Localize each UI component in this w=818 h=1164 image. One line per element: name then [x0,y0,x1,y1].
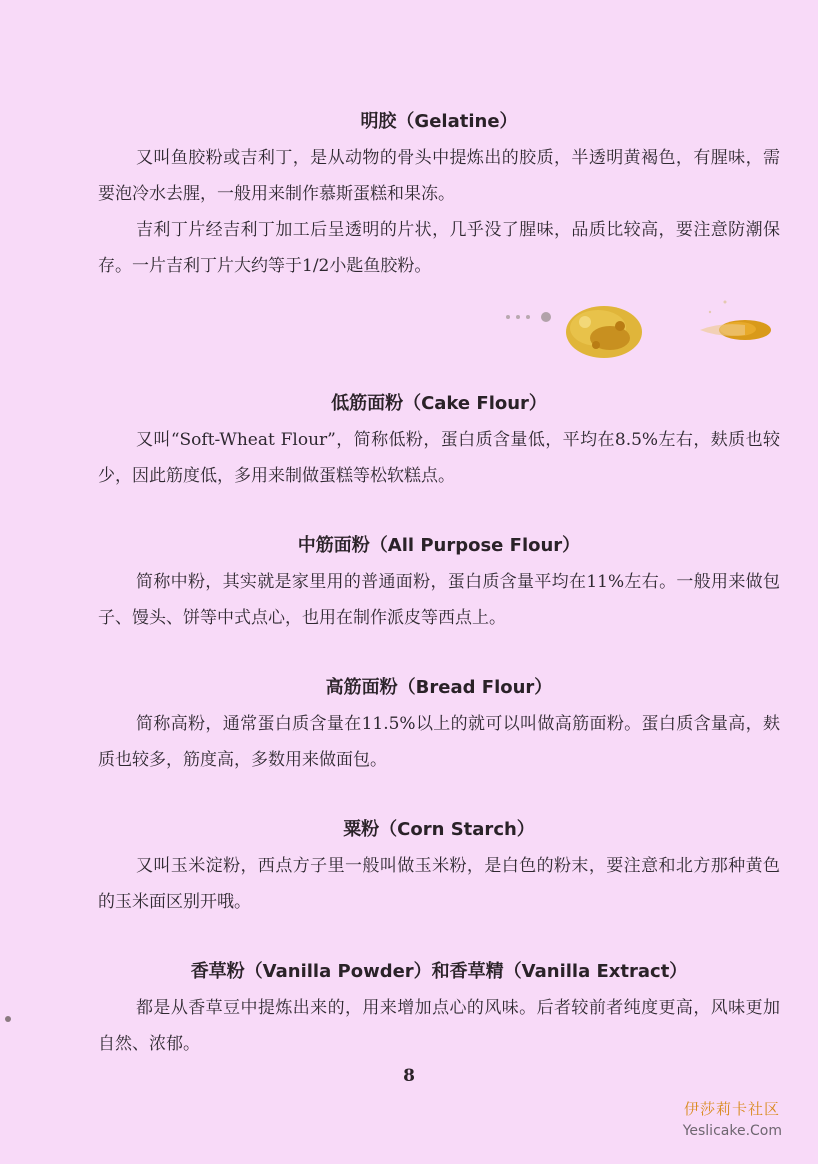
powder-splash-icon [500,290,790,370]
page-number: 8 [403,1066,415,1086]
section-all-purpose-flour [98,534,780,636]
section-heading: 香草粉（Vanilla Powder）和香草精（Vanilla Extract） [190,961,688,982]
section-paragraph: 简称高粉，通常蛋白质含量在11.5%以上的就可以叫做高筋面粉。蛋白质含量高，麸质也较多，筋度高，多数用来做面包。 [98,714,780,770]
section-heading: 高筋面粉（Bread Flour） [325,677,553,698]
scan-speck [5,1016,11,1022]
section-bread-flour [98,676,780,778]
section-heading: 粟粉（Corn Starch） [343,819,535,840]
section-paragraph: 又叫“Soft-Wheat Flour”，简称低粉，蛋白质含量低，平均在8.5%左右，麸质也较少，因此筋度低，多用来制做蛋糕等松软糕点。 [98,430,780,486]
section-paragraph: 都是从香草豆中提炼出来的，用来增加点心的风味。后者较前者纯度更高，风味更加自然、浓郁。 [98,998,780,1054]
watermark-chinese: 伊莎莉卡社区 [683,1100,780,1118]
section-corn-starch [98,818,780,920]
section-paragraph: 简称中粉，其实就是家里用的普通面粉，蛋白质含量平均在11%左右。一般用来做包子、馒头、饼等中式点心，也用在制作派皮等西点上。 [98,572,780,628]
section-paragraph: 又叫鱼胶粉或吉利丁，是从动物的骨头中提炼出的胶质，半透明黄褐色，有腥味，需要泡冷水去腥，一般用来制作慕斯蛋糕和果冻。 [98,148,780,204]
section-heading: 明胶（Gelatine） [360,111,518,132]
section-cake-flour [98,392,780,494]
section-gelatine [98,110,780,284]
section-paragraph: 又叫玉米淀粉，西点方子里一般叫做玉米粉，是白色的粉末，要注意和北方那种黄色的玉米面区别开哦。 [98,856,780,912]
section-heading: 低筋面粉（Cake Flour） [331,393,547,414]
section-paragraph: 吉利丁片经吉利丁加工后呈透明的片状，几乎没了腥味，品质比较高，要注意防潮保存。一片吉利丁片大约等于1/2小匙鱼胶粉。 [98,220,780,276]
watermark-english: Yeslicake.Com [682,1123,782,1139]
section-heading: 中筋面粉（All Purpose Flour） [297,535,581,556]
section-vanilla [98,960,780,1062]
